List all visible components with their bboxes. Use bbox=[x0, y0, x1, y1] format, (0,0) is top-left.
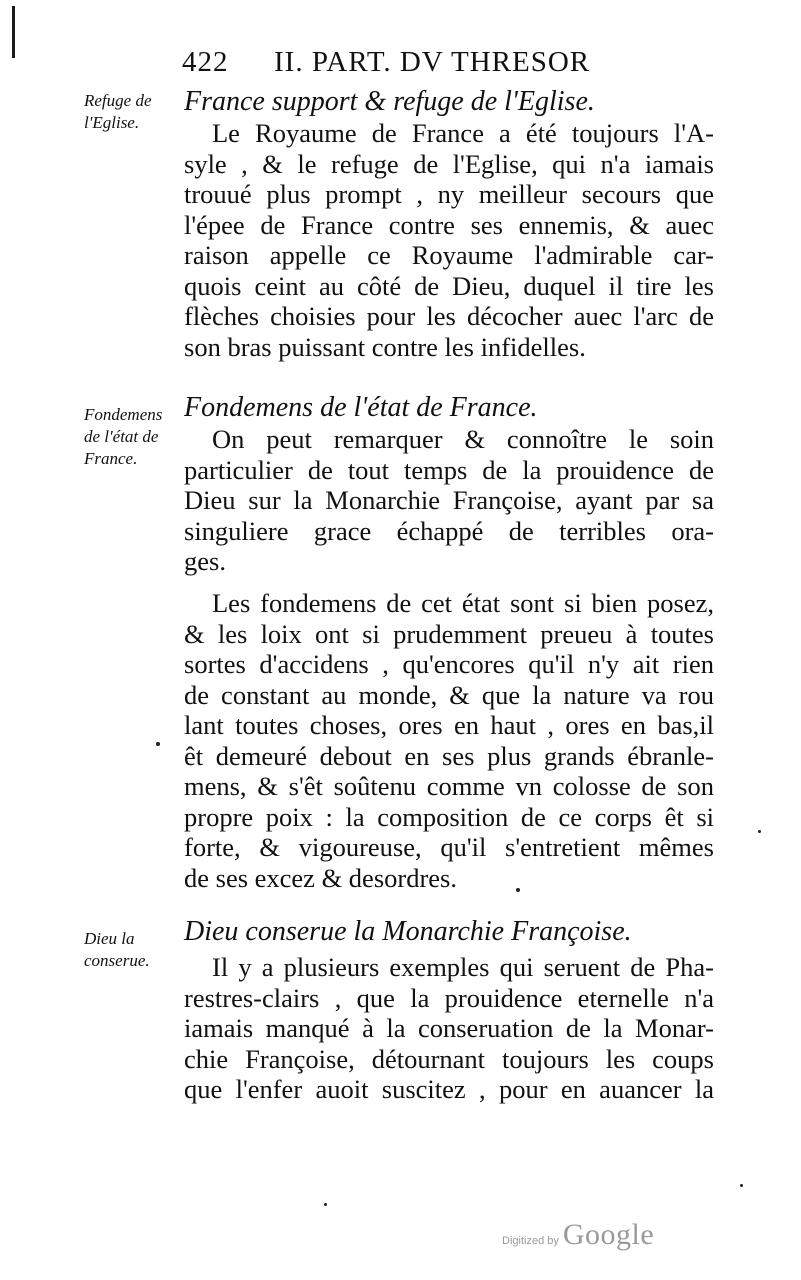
text-line: particulier de tout temps de la prouidence de bbox=[184, 454, 714, 485]
margin-note-refuge bbox=[84, 90, 182, 134]
text-line: lant toutes choses, ores en haut , ores en bas,il bbox=[184, 710, 714, 740]
scan-speck bbox=[324, 1203, 327, 1206]
margin-note-line: France. bbox=[84, 449, 138, 468]
text-line: ges. bbox=[184, 546, 226, 576]
text-line: êt demeuré debout en ses plus grands ébranle- bbox=[184, 740, 714, 771]
paragraph-refuge bbox=[184, 118, 714, 362]
text-line: l'épee de France contre ses ennemis, & auec bbox=[184, 209, 714, 240]
text-line: iamais manqué à la conseruation de la Monar- bbox=[184, 1013, 714, 1043]
margin-note-line: de l'état de bbox=[84, 427, 159, 446]
text-line: Le Royaume de France a été toujours l'A- bbox=[212, 118, 714, 148]
margin-note-line: conserue. bbox=[84, 951, 150, 970]
text-line: chie Françoise, détournant toujours les coups bbox=[184, 1043, 714, 1074]
page-number: 422 bbox=[182, 46, 229, 78]
text-line: trouué plus prompt , ny meilleur secours que bbox=[184, 179, 714, 209]
text-line: flèches choisies pour les décocher auec l'arc de bbox=[184, 301, 714, 331]
text-line: & les loix ont si prudemment preueu à toutes bbox=[184, 618, 714, 649]
scan-speck bbox=[516, 888, 520, 892]
text-line: singuliere grace échappé de terribles ora- bbox=[184, 515, 714, 546]
text-line: son bras puissant contre les infidelles. bbox=[184, 331, 586, 362]
section-heading-conserue: Dieu conserue la Monarchie Françoise. bbox=[184, 916, 632, 947]
text-line: Dieu sur la Monarchie Françoise, ayant par sa bbox=[184, 485, 714, 515]
text-line: que l'enfer auoit suscitez , pour en auancer la bbox=[184, 1074, 714, 1104]
scan-speck bbox=[740, 1184, 743, 1187]
google-logo: Google bbox=[562, 1218, 655, 1251]
margin-note-line: Dieu la bbox=[84, 929, 135, 948]
margin-note-fondemens bbox=[84, 404, 182, 470]
text-line: mens, & s'êt soûtenu comme vn colosse de son bbox=[184, 771, 714, 801]
paragraph-fondemens-2 bbox=[184, 588, 714, 893]
gutter-edge-line bbox=[12, 6, 15, 58]
paragraph-conserue bbox=[184, 952, 714, 1105]
text-line: forte, & vigoureuse, qu'il s'entretient mêmes bbox=[184, 832, 714, 862]
section-heading-fondemens: Fondemens de l'état de France. bbox=[184, 392, 538, 423]
watermark-prefix: Digitized by bbox=[502, 1235, 559, 1247]
text-line: quois ceint au côté de Dieu, duquel il tire les bbox=[184, 270, 714, 301]
margin-note-line: Fondemens bbox=[84, 405, 163, 424]
margin-note-conserue bbox=[84, 928, 182, 972]
paragraph-fondemens-1 bbox=[184, 424, 714, 577]
text-line: sortes d'accidens , qu'encores qu'il n'y ait rien bbox=[184, 649, 714, 679]
text-line: de ses excez & desordres. bbox=[184, 862, 457, 893]
text-line: de constant au monde, & que la nature va rou bbox=[184, 679, 714, 710]
text-line: Les fondemens de cet état sont si bien posez, bbox=[212, 588, 714, 618]
text-line: propre poix : la composition de ce corps êt si bbox=[184, 801, 714, 832]
running-head bbox=[182, 46, 662, 79]
text-line: restres-clairs , que la prouidence eternelle n'a bbox=[184, 982, 714, 1013]
margin-note-line: l'Eglise. bbox=[84, 113, 140, 132]
text-line: syle , & le refuge de l'Eglise, qui n'a iamais bbox=[184, 148, 714, 179]
text-line: Il y a plusieurs exemples qui seruent de Pha- bbox=[212, 952, 714, 982]
scan-speck bbox=[758, 830, 761, 833]
digitized-by-watermark bbox=[502, 1218, 654, 1252]
running-head-title: II. PART. DV THRESOR bbox=[274, 46, 591, 78]
section-heading-refuge: France support & refuge de l'Eglise. bbox=[184, 86, 595, 117]
text-line: raison appelle ce Royaume l'admirable car- bbox=[184, 240, 714, 270]
text-line: On peut remarquer & connoître le soin bbox=[212, 424, 714, 454]
margin-note-line: Refuge de bbox=[84, 91, 152, 110]
scan-speck bbox=[156, 742, 160, 746]
